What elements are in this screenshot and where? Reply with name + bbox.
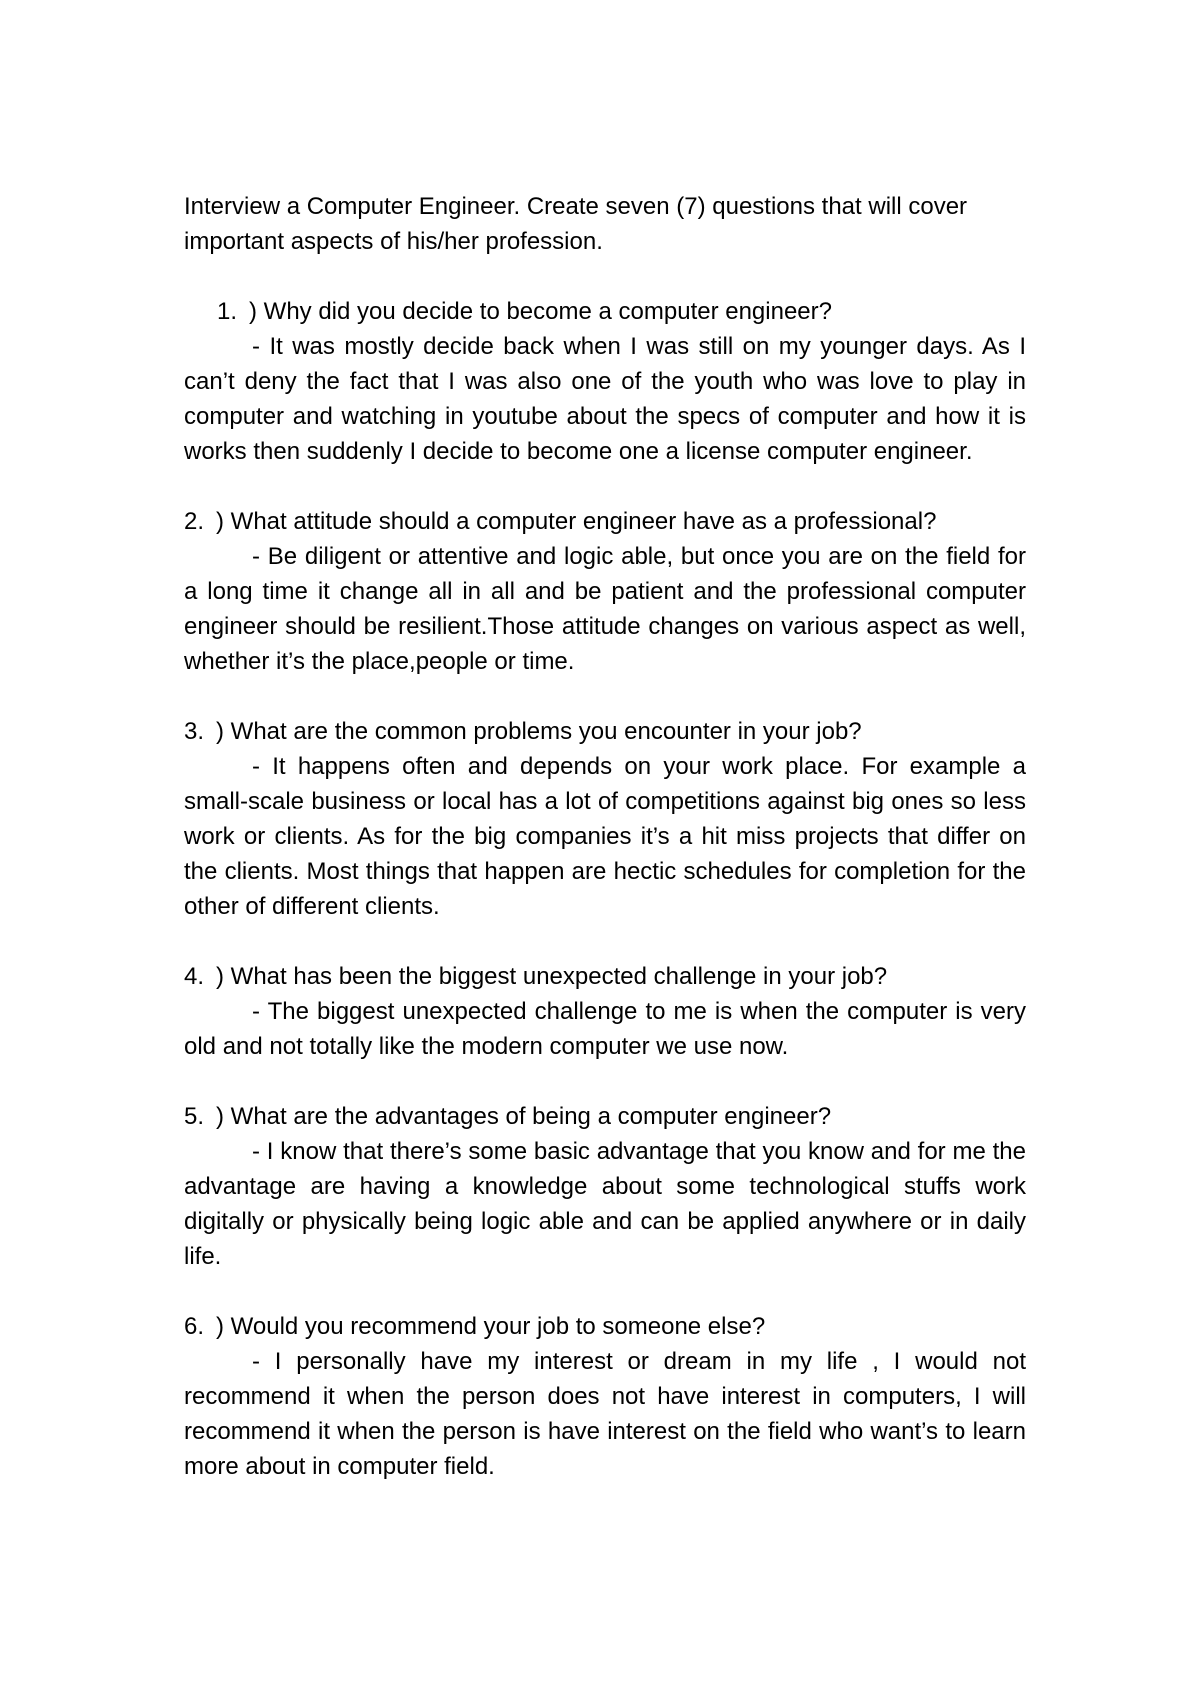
question-text: ) What attitude should a computer engineer have as a professional? — [216, 508, 937, 535]
qa-item-4 — [184, 959, 1026, 1064]
answer-6: - I personally have my interest or dream in my life , I would not recommend it when the person does not have interest in computers, I will recommend it when the person is have interest on the field who want’s to learn more about in computer field. — [184, 1348, 1026, 1480]
question-3 — [184, 714, 1026, 749]
qa-item-6 — [184, 1309, 1026, 1484]
answer-2: - Be diligent or attentive and logic able, but once you are on the field for a long time it change all in all and be patient and the professional computer engineer should be resilient.Those attitude changes on various aspect as well, whether it’s the place,people or time. — [184, 543, 1026, 675]
question-number: 6. — [184, 1313, 205, 1340]
answer-1: - It was mostly decide back when I was still on my younger days. As I can’t deny the fact that I was also one of the youth who was love to play in computer and watching in youtube about the specs of computer and how it is works then suddenly I decide to become one a license computer engineer. — [184, 333, 1026, 465]
qa-item-3 — [184, 714, 1026, 924]
document-body — [184, 189, 1026, 1519]
intro-paragraph: Interview a Computer Engineer. Create seven (7) questions that will cover important aspects of his/her profession. — [184, 193, 968, 255]
qa-item-2 — [184, 504, 1026, 679]
question-text: ) Why did you decide to become a computer engineer? — [249, 298, 832, 325]
answer-5: - I know that there’s some basic advantage that you know and for me the advantage are having a knowledge about some technological stuffs work digitally or physically being logic able and can be applied anywhere or in daily life. — [184, 1138, 1026, 1270]
question-number: 5. — [184, 1103, 205, 1130]
question-1 — [184, 294, 1026, 329]
question-number: 4. — [184, 963, 205, 990]
question-text: ) What are the common problems you encounter in your job? — [216, 718, 862, 745]
question-text: ) What are the advantages of being a computer engineer? — [216, 1103, 832, 1130]
answer-4: - The biggest unexpected challenge to me is when the computer is very old and not totally like the modern computer we use now. — [184, 998, 1026, 1060]
qa-item-5 — [184, 1099, 1026, 1274]
question-number: 1. — [217, 298, 238, 325]
question-2 — [184, 504, 1026, 539]
question-number: 3. — [184, 718, 205, 745]
question-number: 2. — [184, 508, 205, 535]
question-5 — [184, 1099, 1026, 1134]
question-4 — [184, 959, 1026, 994]
question-text: ) Would you recommend your job to someone else? — [216, 1313, 766, 1340]
answer-3: - It happens often and depends on your work place. For example a small-scale business or local has a lot of competitions against big ones so less work or clients. As for the big companies it’s a hit miss projects that differ on the clients. Most things that happen are hectic schedules for completion for the other of different clients. — [184, 753, 1026, 920]
qa-item-1 — [184, 294, 1026, 469]
question-text: ) What has been the biggest unexpected challenge in your job? — [216, 963, 888, 990]
question-6 — [184, 1309, 1026, 1344]
